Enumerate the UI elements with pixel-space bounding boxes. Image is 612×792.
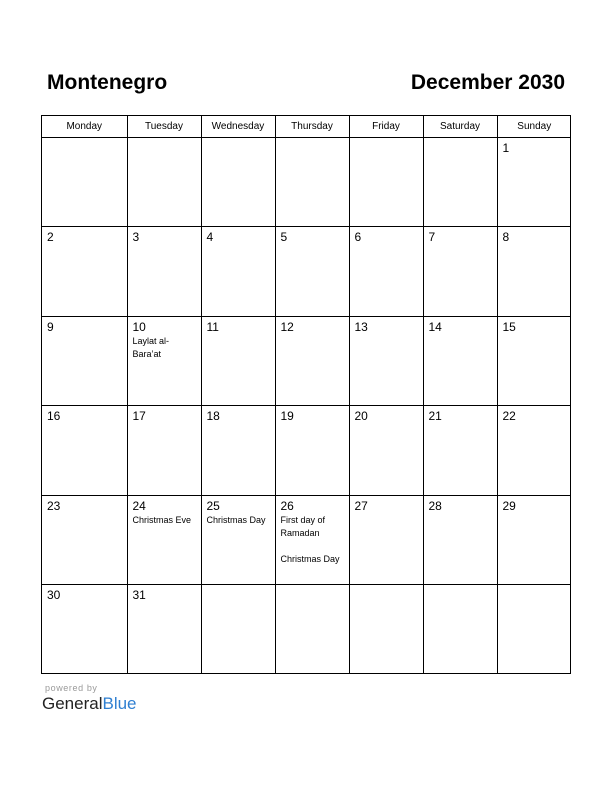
holiday-label: Christmas Day [206,514,266,525]
day-cell [127,495,201,585]
logo-text-blue: Blue [102,694,137,713]
logo-text-general: General [42,694,103,713]
holiday-list [133,514,196,527]
day-cell [349,495,423,585]
day-cell [127,585,201,675]
weekday-header: Saturday [423,116,497,137]
day-number: 3 [132,230,140,244]
holiday-list [133,335,196,361]
day-cell [201,227,275,317]
empty-day-cell [201,137,275,227]
holiday-label: First day of Ramadan [280,514,326,538]
day-cell [423,406,497,496]
day-number: 30 [47,588,61,602]
empty-day-cell [423,137,497,227]
day-cell [42,585,127,675]
day-cell [127,227,201,317]
empty-day-cell [349,137,423,227]
day-cell [275,495,349,585]
country-title: Montenegro [47,71,168,94]
day-cell [423,316,497,406]
day-cell [42,227,127,317]
week-row [42,495,571,585]
day-cell [201,406,275,496]
day-number: 10 [132,319,146,334]
day-number: 8 [502,230,510,244]
day-cell [497,406,571,496]
powered-by-label: powered by [45,683,98,693]
empty-day-cell [201,585,275,675]
week-row [42,585,571,675]
day-cell [42,316,127,406]
day-cell [275,316,349,406]
day-cell [127,406,201,496]
day-cell [127,316,201,406]
day-number: 13 [354,319,368,334]
day-number: 16 [47,409,61,423]
day-number: 22 [502,409,516,423]
calendar-table [42,116,571,674]
empty-day-cell [349,585,423,675]
weekday-header: Sunday [497,116,571,137]
day-cell [275,406,349,496]
holiday-label: Laylat al-Bara’at [132,335,170,359]
day-cell [497,316,571,406]
day-cell [42,406,127,496]
day-cell [275,227,349,317]
holiday-list [281,514,344,566]
day-number: 19 [280,409,294,423]
weekday-header: Friday [349,116,423,137]
calendar-body [42,137,571,674]
day-cell [349,227,423,317]
day-number: 15 [502,319,516,334]
day-number: 20 [354,409,368,423]
week-row [42,316,571,406]
weekday-header: Wednesday [201,116,275,137]
day-number: 18 [206,409,220,423]
day-cell [349,406,423,496]
holiday-list [207,514,270,527]
week-row [42,227,571,317]
day-cell [423,227,497,317]
weekday-header: Monday [42,116,127,137]
weekday-header: Thursday [275,116,349,137]
day-number: 11 [206,319,219,334]
holiday-label: Christmas Eve [132,514,192,525]
week-row [42,137,571,227]
day-cell [42,495,127,585]
day-cell [201,316,275,406]
day-number: 12 [280,319,294,334]
empty-day-cell [497,585,571,675]
day-number: 31 [132,588,146,602]
day-number: 6 [354,230,362,244]
day-cell [497,495,571,585]
day-number: 7 [428,230,436,244]
day-number: 27 [354,498,368,513]
empty-day-cell [423,585,497,675]
day-number: 28 [428,498,442,513]
month-year-title: December 2030 [410,71,565,94]
empty-day-cell [42,137,127,227]
holiday-label: Christmas Day [280,553,340,564]
day-number: 25 [206,498,220,513]
weekday-header-row [42,116,571,137]
empty-day-cell [275,585,349,675]
day-cell [349,316,423,406]
day-number: 23 [47,498,61,513]
day-number: 29 [502,498,516,513]
day-number: 4 [206,230,214,244]
generalblue-logo[interactable] [42,694,137,714]
day-number: 21 [428,409,442,423]
day-number: 14 [428,319,442,334]
day-number: 2 [47,230,54,244]
day-cell [423,495,497,585]
day-cell [497,137,571,227]
day-cell [497,227,571,317]
day-number: 1 [502,140,510,155]
day-number: 9 [47,319,54,334]
empty-day-cell [127,137,201,227]
day-number: 24 [132,498,146,513]
empty-day-cell [275,137,349,227]
day-cell [201,495,275,585]
day-number: 17 [132,409,146,423]
week-row [42,406,571,496]
calendar-grid [41,115,571,674]
day-number: 5 [280,230,288,244]
weekday-header: Tuesday [127,116,201,137]
day-number: 26 [280,498,294,513]
